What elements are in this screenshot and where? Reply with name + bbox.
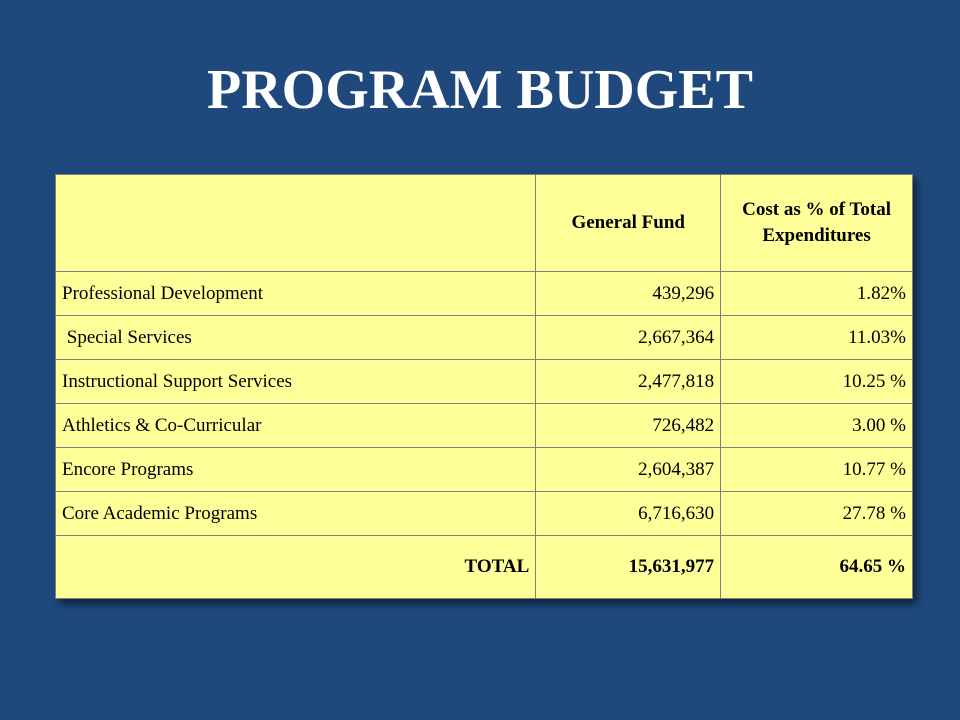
row-general-fund: 2,604,387 [536,448,721,492]
row-label: Professional Development [56,272,536,316]
table-row [56,316,913,360]
total-general-fund: 15,631,977 [536,536,721,599]
row-percent: 10.77 % [721,448,913,492]
row-general-fund: 2,667,364 [536,316,721,360]
header-blank [56,175,536,272]
row-percent: 10.25 % [721,360,913,404]
row-label: Athletics & Co-Curricular [56,404,536,448]
row-label: Special Services [56,316,536,360]
row-percent: 27.78 % [721,492,913,536]
header-cost-percent: Cost as % of Total Expenditures [721,175,913,272]
row-general-fund: 2,477,818 [536,360,721,404]
row-general-fund: 439,296 [536,272,721,316]
row-label: Core Academic Programs [56,492,536,536]
table-row [56,272,913,316]
budget-table [55,174,913,599]
row-percent: 11.03% [721,316,913,360]
total-label: TOTAL [56,536,536,599]
table-row [56,492,913,536]
row-general-fund: 726,482 [536,404,721,448]
total-percent: 64.65 % [721,536,913,599]
header-general-fund: General Fund [536,175,721,272]
table-row [56,360,913,404]
total-row [56,536,913,599]
slide-title: PROGRAM BUDGET [207,59,753,121]
row-general-fund: 6,716,630 [536,492,721,536]
row-label: Encore Programs [56,448,536,492]
row-percent: 1.82% [721,272,913,316]
table-header-row [56,175,913,272]
row-percent: 3.00 % [721,404,913,448]
table-row [56,448,913,492]
row-label: Instructional Support Services [56,360,536,404]
table-row [56,404,913,448]
